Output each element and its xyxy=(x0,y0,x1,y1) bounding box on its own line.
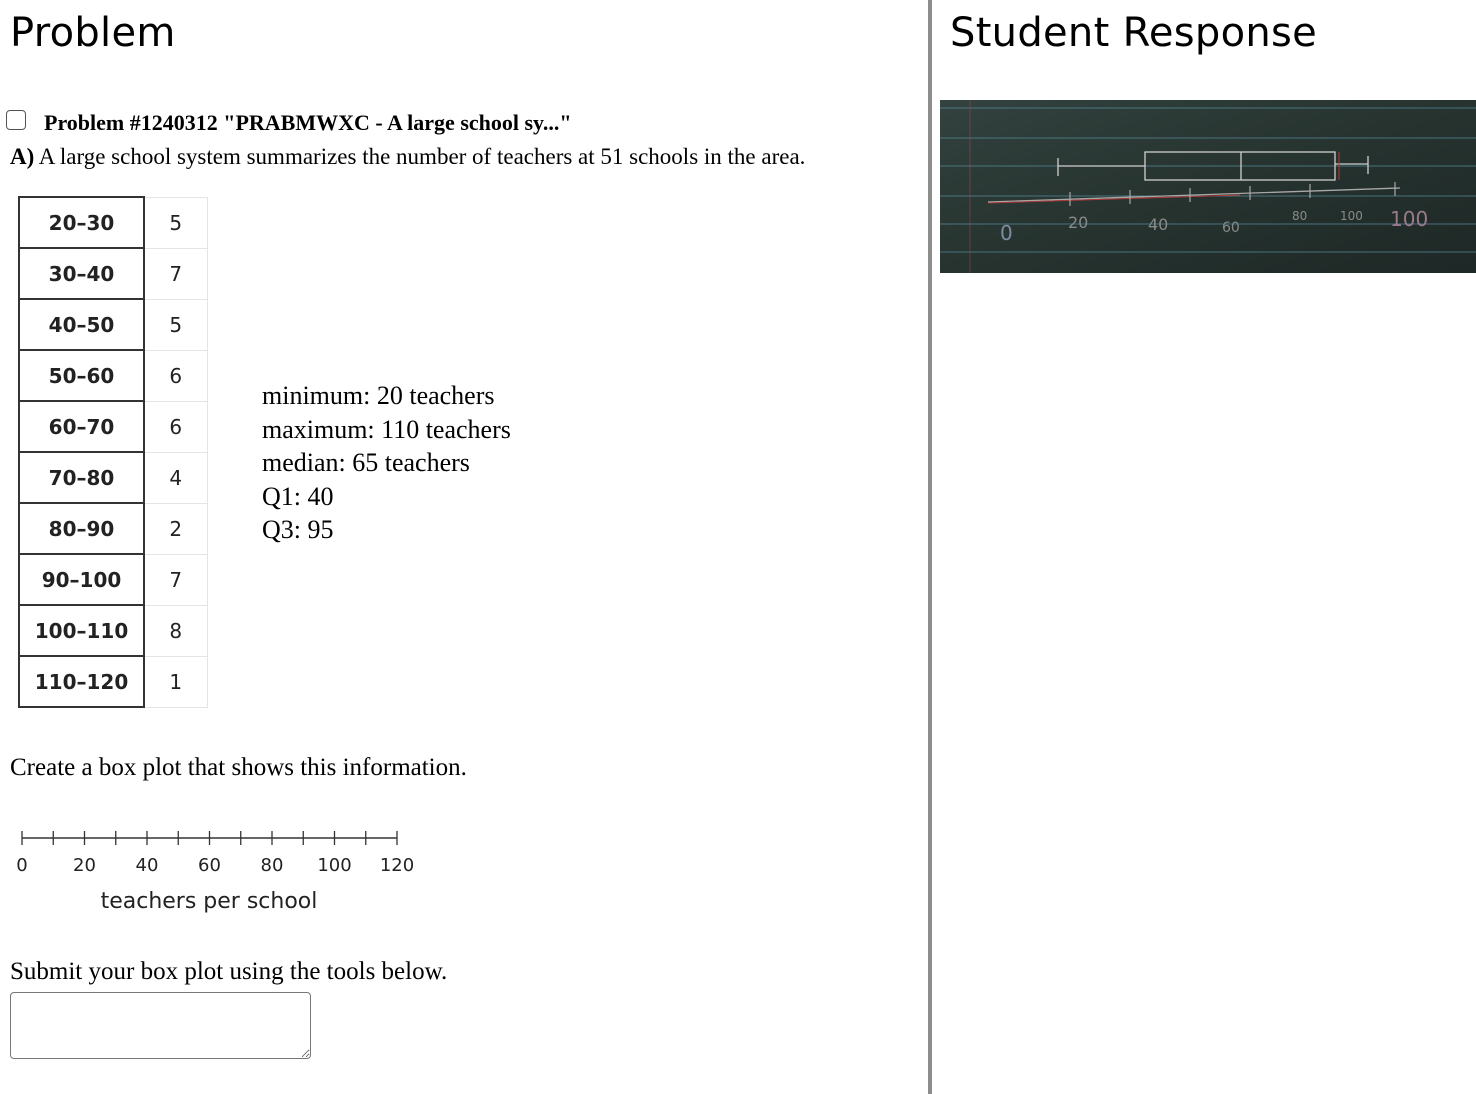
range-cell: 70–80 xyxy=(19,452,144,503)
range-cell: 80–90 xyxy=(19,503,144,554)
range-cell: 60–70 xyxy=(19,401,144,452)
range-cell: 30–40 xyxy=(19,248,144,299)
axis-tick-label: 120 xyxy=(379,855,415,876)
stat-q1: Q1: 40 xyxy=(262,481,334,511)
number-line xyxy=(0,820,440,920)
table-row xyxy=(19,605,207,656)
count-cell: 6 xyxy=(144,401,207,452)
count-cell: 7 xyxy=(144,248,207,299)
panel-title-problem: Problem xyxy=(10,10,176,56)
problem-text: A large school system summarizes the number of teachers at 51 schools in the area. xyxy=(38,144,806,169)
count-cell: 7 xyxy=(144,554,207,605)
problem-statement xyxy=(10,144,805,170)
drawn-axis-label: 40 xyxy=(1148,215,1169,234)
range-cell: 20–30 xyxy=(19,197,144,248)
frequency-table xyxy=(18,196,208,708)
table-row xyxy=(19,503,207,554)
axis-tick-label: 80 xyxy=(260,855,284,876)
count-cell: 4 xyxy=(144,452,207,503)
range-cell: 100–110 xyxy=(19,605,144,656)
range-cell: 90–100 xyxy=(19,554,144,605)
axis-tick-label: 40 xyxy=(135,855,159,876)
axis-tick-label: 0 xyxy=(16,855,28,876)
stat-maximum: maximum: 110 teachers xyxy=(262,414,511,444)
problem-title: Problem #1240312 "PRABMWXC - A large school sy..." xyxy=(44,110,572,135)
axis-tick-label: 20 xyxy=(73,855,96,876)
part-label: A) xyxy=(10,144,35,169)
table-row xyxy=(19,350,207,401)
problem-header xyxy=(6,108,572,138)
axis-tick-label: 100 xyxy=(317,855,352,876)
count-cell: 8 xyxy=(144,605,207,656)
submit-instruction: Submit your box plot using the tools below. xyxy=(10,958,448,985)
table-row xyxy=(19,554,207,605)
range-cell: 110–120 xyxy=(19,656,144,707)
create-instruction: Create a box plot that shows this information. xyxy=(10,754,467,781)
table-row xyxy=(19,452,207,503)
drawn-axis-label: 100 xyxy=(1390,207,1429,231)
count-cell: 5 xyxy=(144,197,207,248)
range-cell: 40–50 xyxy=(19,299,144,350)
table-row xyxy=(19,656,207,707)
drawn-axis-label: 20 xyxy=(1068,213,1089,232)
count-cell: 6 xyxy=(144,350,207,401)
drawn-axis-label: 60 xyxy=(1222,220,1240,236)
stat-minimum: minimum: 20 teachers xyxy=(262,381,495,410)
count-cell: 2 xyxy=(144,503,207,554)
range-cell: 50–60 xyxy=(19,350,144,401)
count-cell: 5 xyxy=(144,299,207,350)
drawn-axis-label: 100 xyxy=(1340,209,1363,223)
problem-select-checkbox[interactable] xyxy=(6,110,26,130)
stat-median: median: 65 teachers xyxy=(262,448,470,478)
stat-q3: Q3: 95 xyxy=(262,515,334,545)
drawn-axis-label: 80 xyxy=(1292,209,1308,223)
table-row xyxy=(19,248,207,299)
drawn-axis-label: 0 xyxy=(1000,221,1013,245)
answer-textarea[interactable] xyxy=(10,992,311,1059)
student-response-photo xyxy=(940,100,1476,273)
axis-tick-label: 60 xyxy=(198,855,221,876)
panel-title-student-response: Student Response xyxy=(950,10,1318,56)
axis-title: teachers per school xyxy=(100,889,318,914)
table-row xyxy=(19,299,207,350)
summary-stats xyxy=(262,379,511,547)
count-cell: 1 xyxy=(144,656,207,707)
table-row xyxy=(19,401,207,452)
table-row xyxy=(19,197,207,248)
